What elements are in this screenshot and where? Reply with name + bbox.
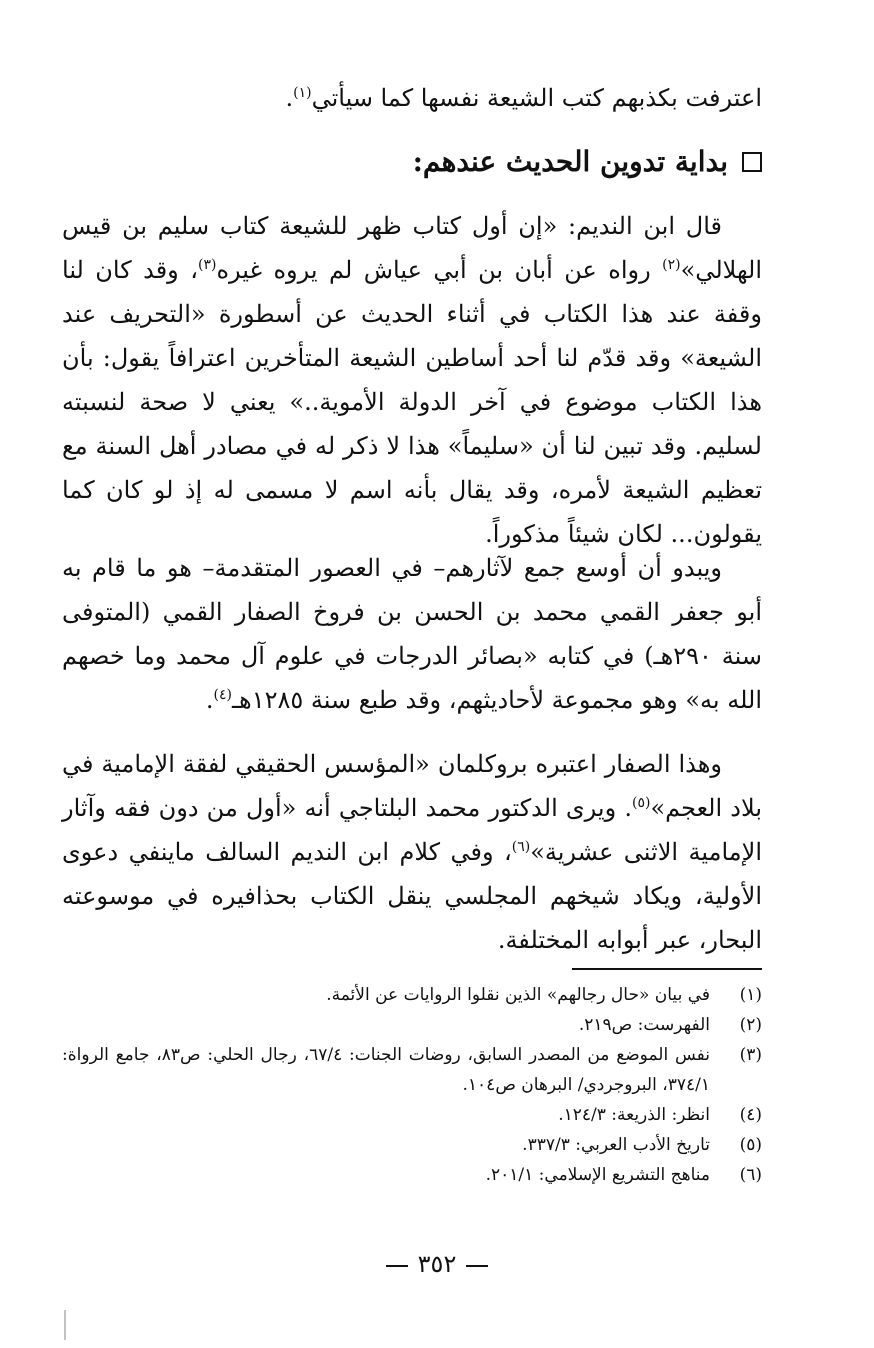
- footnote: [62, 1040, 762, 1100]
- footnote-text: نفس الموضع من المصدر السابق، روضات الجنات: ٦٧/٤، رجال الحلي: ص٨٣، جامع الرواة: ٣٧٤/١، البروجردي/ البرهان ص١٠٤.: [62, 1045, 710, 1095]
- footnote-ref-5: (٥): [631, 795, 651, 811]
- footnote-number: (٢): [739, 1015, 762, 1035]
- paragraph-1-text-c: ، وقد كان لنا وقفة عند هذا الكتاب في أثناء الحديث عن أسطورة «التحريف عند الشيعة» وقد قدّم لنا أحد أساطين الشيعة المتأخرين اعترافاً يقول: بأن هذا الكتاب موضوع في آخر الدولة الأموية..» يعني لا صحة لنسبته لسليم. وقد تبين لنا أن «سليماً» هذا لا ذكر له في مصادر أهل السنة مع تعظيم الشيعة لأمره، وقد يقال بأنه اسم لا مسمى له إذ لو كان كما يقولون... لكان شيئاً مذكوراً.: [62, 256, 763, 548]
- paragraph-2: [62, 546, 762, 722]
- page-number: [0, 1250, 874, 1278]
- footnote-number: (٥): [739, 1135, 762, 1155]
- footnote-number: (١): [739, 985, 762, 1005]
- section-heading: [62, 140, 762, 184]
- footnote-ref-3: (٣): [197, 257, 217, 273]
- footnote-text: الفهرست: ص٢١٩.: [578, 1015, 710, 1035]
- footnotes: [62, 980, 762, 1190]
- footnote-ref-4: (٤): [213, 687, 233, 703]
- footnote-text: تاريخ الأدب العربي: ٣٣٧/٣.: [522, 1135, 710, 1155]
- opening-line-text: اعترفت بكذبهم كتب الشيعة نفسها كما سيأتي: [311, 84, 762, 112]
- paragraph-3-text-b: . ويرى الدكتور محمد البلتاجي أنه «أول من دون فقه وآثار الإمامية الاثنى عشرية»: [62, 794, 762, 866]
- footnote-text: انظر: الذريعة: ١٢٤/٣.: [558, 1105, 710, 1125]
- footnote-number: (٣): [739, 1045, 762, 1065]
- paragraph-1: [62, 204, 762, 556]
- page-number-text: ٣٥٢: [417, 1250, 457, 1278]
- footnote: [62, 1130, 762, 1160]
- footnote: [62, 980, 762, 1010]
- footnote-number: (٤): [739, 1105, 762, 1125]
- paragraph-3-text-c: ، وفي كلام ابن النديم السالف ماينفي دعوى الأولية، ويكاد شيخهم المجلسي ينقل الكتاب بحذافيره في موسوعته البحار، عبر أبوابه المختلفة.: [62, 838, 762, 954]
- paragraph-2-text-a: ويبدو أن أوسع جمع لآثارهم– في العصور المتقدمة– هو ما قام به أبو جعفر القمي محمد بن الحسن بن فروخ الصفار القمي (المتوفى سنة ٢٩٠هـ) في كتابه «بصائر الدرجات في علوم آل محمد وما خصهم الله به» وهو مجموعة لأحاديثهم، وقد طبع سنة ١٢٨٥هـ: [62, 554, 762, 714]
- opening-line: [62, 76, 762, 120]
- footnote-ref-1: (١): [293, 85, 312, 101]
- footnote-separator: [572, 968, 762, 970]
- footnote-text: مناهج التشريع الإسلامي: ٢٠١/١.: [485, 1165, 710, 1185]
- paragraph-2-text-b: .: [205, 686, 214, 714]
- footnote: [62, 1010, 762, 1040]
- paragraph-3-text-a: وهذا الصفار اعتبره بروكلمان «المؤسس الحقيقي لفقة الإمامية في بلاد العجم»: [62, 750, 762, 822]
- footnote: [62, 1100, 762, 1130]
- footnote-number: (٦): [739, 1165, 762, 1185]
- dash-decoration: [386, 1265, 408, 1267]
- footnote-ref-6: (٦): [511, 839, 531, 855]
- section-heading-text: بداية تدوين الحديث عندهم:: [412, 145, 728, 178]
- paragraph-3: [62, 742, 762, 962]
- footnote-ref-2: (٢): [662, 257, 681, 273]
- dash-decoration: [466, 1265, 488, 1267]
- footnote-text: في بيان «حال رجالهم» الذين نقلوا الروايات عن الأئمة.: [326, 985, 710, 1005]
- scan-mark: [64, 1310, 66, 1340]
- paragraph-1-text-a: قال ابن النديم: «إن أول كتاب ظهر للشيعة كتاب سليم بن قيس الهلالي»: [62, 212, 762, 284]
- footnote: [62, 1160, 762, 1190]
- square-bullet-icon: [742, 152, 762, 172]
- opening-line-end: .: [285, 84, 294, 112]
- paragraph-1-text-b: رواه عن أبان بن أبي عياش لم يروه غيره: [216, 256, 663, 284]
